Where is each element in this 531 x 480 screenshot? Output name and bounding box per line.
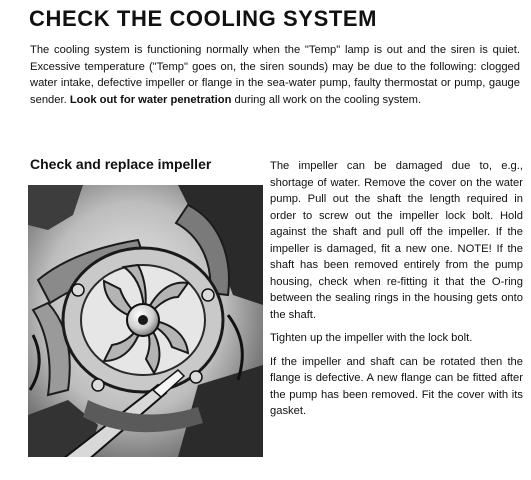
impeller-instructions [270,158,523,427]
instruction-paragraph: The impeller can be damaged due to, e.g., shortage of water. Remove the cover on the water pump. Pull out the shaft the length required in order to screw out the impeller lock bolt. Hold against the shaft and pull off the impeller. If the impeller is damaged, fit a new one. NOTE! If the shaft has been removed entirely from the pump housing, check when re-fitting it that the O-ring between the sealing rings in the housing gets onto the shaft. [270,160,523,321]
page-title: CHECK THE COOLING SYSTEM [29,6,378,31]
section-heading: Check and replace impeller [30,156,212,172]
intro-tail: during all work on the cooling system. [231,93,422,106]
impeller-photo-icon [28,185,263,457]
impeller-photo [28,185,263,457]
instruction-paragraph: If the impeller and shaft can be rotated then the flange is defective. A new flange can be fitted after the pump has been removed. Fit the cover with its gasket. [270,355,523,417]
intro-text: The cooling system is functioning normally when the "Temp" lamp is out and the siren is quiet. Excessive temperature ("Temp" goes on, the siren sounds) may be due to the following: clogged water intake, defective impeller or flange in the sea-water pump, faulty thermostat or pump, gauge sender. [30,44,520,106]
intro-warning: Look out for water penetration [69,93,232,106]
instruction-paragraph: Tighten up the impeller with the lock bolt. [270,332,473,344]
intro-paragraph [30,42,520,108]
